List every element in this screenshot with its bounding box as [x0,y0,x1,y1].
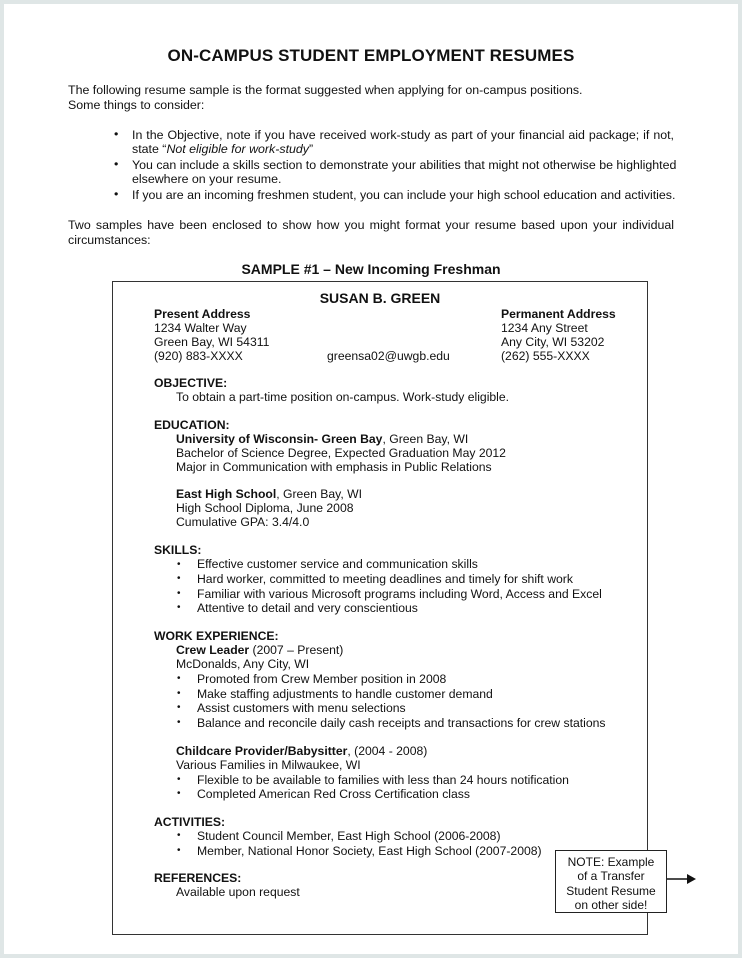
job-1-dates: (2007 – Present) [249,643,344,657]
note-line: Student Resume [566,883,656,898]
skill-item: Attentive to detail and very conscientious [197,601,418,615]
job-1-title-line [176,643,343,657]
activity-item: Student Council Member, East High School (2006-2008) [197,829,501,843]
job-2-dates: , (2004 - 2008) [347,744,428,758]
work-heading: WORK EXPERIENCE: [154,629,279,643]
consideration-1-line-2 [132,142,313,156]
education-school-2 [176,487,362,501]
skill-item: Hard worker, committed to meeting deadlines and timely for shift work [197,572,573,586]
resume-name: SUSAN B. GREEN [319,290,441,306]
samples-note-line-1: Two samples have been enclosed to show how you might format your resume based upon your individual [68,218,674,232]
bullet-icon: • [177,688,181,699]
transfer-note-box [555,850,667,913]
bullet-icon: • [177,830,181,841]
school-1-detail-1: Bachelor of Science Degree, Expected Graduation May 2012 [176,446,506,460]
sample-title: SAMPLE #1 – New Incoming Freshman [241,261,501,277]
job-1-item: Make staffing adjustments to handle customer demand [197,687,493,701]
school-2-detail-2: Cumulative GPA: 3.4/4.0 [176,515,310,529]
job-2-item: Flexible to be available to families with less than 24 hours notification [197,773,569,787]
skills-heading: SKILLS: [154,543,202,557]
job-1-employer: McDonalds, Any City, WI [176,657,310,671]
bullet-icon: • [177,588,181,599]
consideration-1-italic: Not eligible for work-study [166,142,309,156]
consideration-1-prefix: state “ [132,142,167,156]
consideration-1-line-1: In the Objective, note if you have received work-study as part of your financial aid package; if not, [132,128,674,142]
activities-heading: ACTIVITIES: [154,815,226,829]
bullet-icon: • [114,127,119,141]
bullet-icon: • [114,157,119,171]
bullet-icon: • [114,187,119,201]
job-2-employer: Various Families in Milwaukee, WI [176,758,361,772]
samples-note-line-2: circumstances: [68,233,151,247]
bullet-icon: • [177,573,181,584]
present-address-street: 1234 Walter Way [154,321,247,335]
skill-item: Effective customer service and communication skills [197,557,478,571]
consideration-2-line-1: You can include a skills section to demonstrate your abilities that might not otherwise be highlighted [132,158,677,172]
arrow-right-icon [667,873,697,885]
intro-line-1: The following resume sample is the format suggested when applying for on-campus positions. [68,83,583,97]
school-1-location: , Green Bay, WI [382,432,469,446]
education-heading: EDUCATION: [154,418,230,432]
bullet-icon: • [177,673,181,684]
objective-text: To obtain a part-time position on-campus. Work-study eligible. [176,390,510,404]
school-1-name: University of Wisconsin- Green Bay [176,432,383,446]
job-1-title: Crew Leader [176,643,250,657]
school-2-detail-1: High School Diploma, June 2008 [176,501,354,515]
school-1-detail-2: Major in Communication with emphasis in Public Relations [176,460,492,474]
consideration-1-suffix: ” [308,142,314,156]
permanent-address-phone: (262) 555-XXXX [501,349,590,363]
bullet-icon: • [177,559,181,570]
references-heading: REFERENCES: [154,871,242,885]
note-line: on other side! [574,897,648,912]
resume-email: greensa02@uwgb.edu [327,349,450,363]
job-1-item: Assist customers with menu selections [197,701,406,715]
job-1-item: Promoted from Crew Member position in 2008 [197,672,447,686]
note-line: of a Transfer [577,869,645,884]
activity-item: Member, National Honor Society, East High School (2007-2008) [197,844,542,858]
bullet-icon: • [177,788,181,799]
consideration-2-line-2: elsewhere on your resume. [132,172,282,186]
school-2-name: East High School [176,487,277,501]
permanent-address-heading: Permanent Address [501,307,616,321]
job-2-title-line [176,744,427,758]
objective-heading: OBJECTIVE: [154,376,228,390]
education-school-1 [176,432,468,446]
school-2-location: , Green Bay, WI [276,487,363,501]
permanent-address-city: Any City, WI 53202 [501,335,605,349]
bullet-icon: • [177,702,181,713]
bullet-icon: • [177,774,181,785]
bullet-icon: • [177,717,181,728]
present-address-phone: (920) 883-XXXX [154,349,243,363]
page-title: ON-CAMPUS STUDENT EMPLOYMENT RESUMES [167,46,575,65]
consideration-3-line-1: If you are an incoming freshmen student, you can include your high school education and activities. [132,188,676,202]
permanent-address-street: 1234 Any Street [501,321,588,335]
intro-line-2: Some things to consider: [68,98,205,112]
skill-item: Familiar with various Microsoft programs including Word, Access and Excel [197,587,602,601]
references-text: Available upon request [176,885,300,899]
job-2-title: Childcare Provider/Babysitter [176,744,348,758]
bullet-icon: • [177,845,181,856]
note-line: NOTE: Example [567,855,655,869]
present-address-city: Green Bay, WI 54311 [154,335,270,349]
job-2-item: Completed American Red Cross Certification class [197,787,470,801]
bullet-icon: • [177,602,181,613]
present-address-heading: Present Address [154,307,251,321]
job-1-item: Balance and reconcile daily cash receipts and transactions for crew stations [197,716,606,730]
